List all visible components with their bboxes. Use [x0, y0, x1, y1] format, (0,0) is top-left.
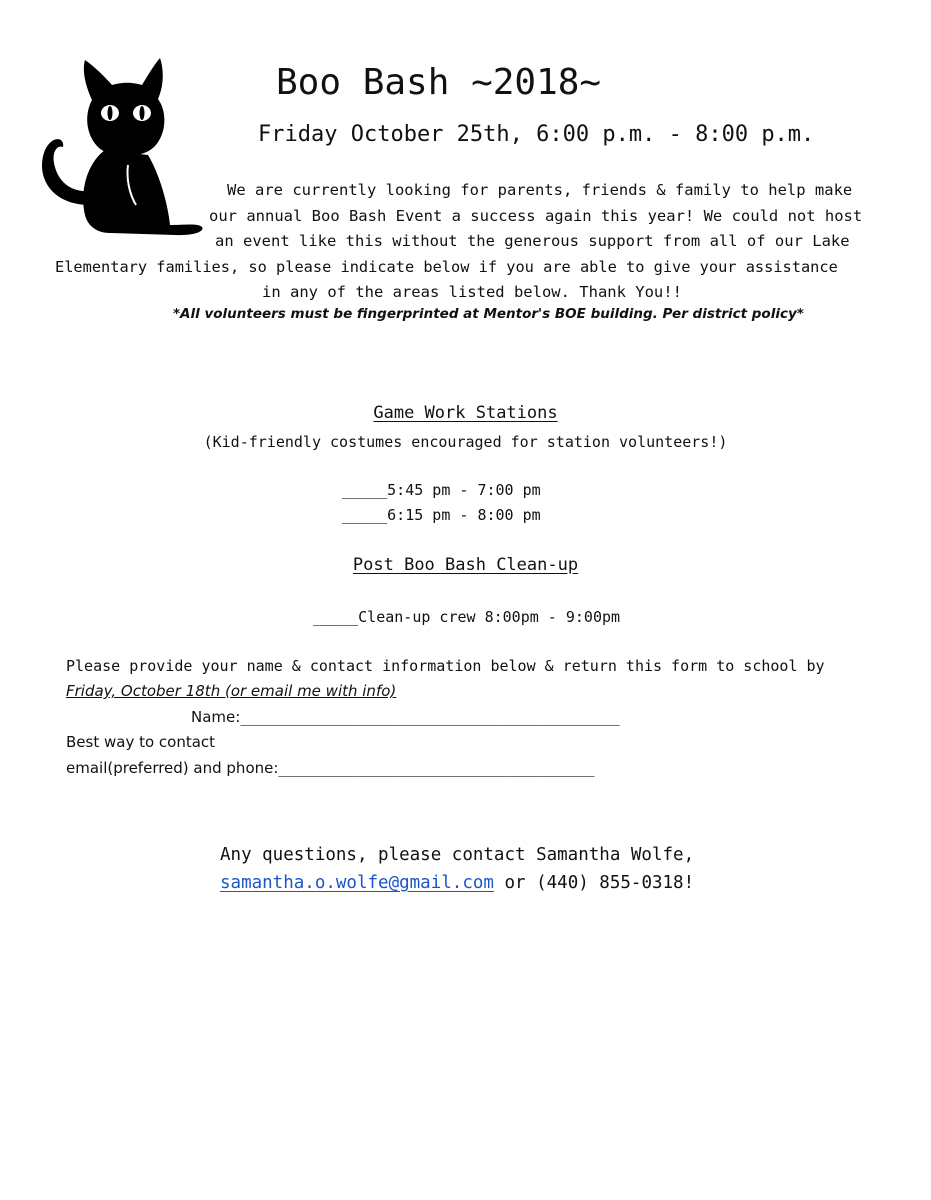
policy-note: *All volunteers must be fingerprinted at Mentor's BOE building. Per district policy* [173, 306, 804, 322]
black-cat-icon [30, 55, 210, 240]
cleanup-section [0, 555, 931, 575]
contact-field[interactable] [66, 759, 595, 777]
cleanup-heading: Post Boo Bash Clean-up [352, 555, 579, 575]
name-field[interactable] [191, 708, 620, 726]
slot-time: 6:15 pm - 8:00 pm [387, 506, 541, 524]
slot-blank[interactable]: _____ [342, 481, 388, 499]
name-blank[interactable]: __________________________________________ [240, 708, 620, 726]
contact-label-line: Best way to contact [66, 733, 216, 751]
contact-line: Any questions, please contact Samantha Wolfe, [220, 845, 695, 865]
form-instructions: Please provide your name & contact information below & return this form to school by [66, 657, 825, 675]
cleanup-slot[interactable] [313, 608, 620, 626]
slot-blank[interactable]: _____ [342, 506, 388, 524]
slot-time: 5:45 pm - 7:00 pm [387, 481, 541, 499]
page-title: Boo Bash ~2018~ [276, 62, 602, 103]
form-deadline: Friday, October 18th (or email me with info) [66, 682, 397, 700]
contact-label: email(preferred) and phone: [66, 759, 279, 777]
event-date: Friday October 25th, 6:00 p.m. - 8:00 p.m. [258, 122, 815, 147]
game-stations-heading: Game Work Stations [373, 403, 558, 423]
contact-details [220, 873, 694, 893]
intro-line: We are currently looking for parents, friends & family to help make [227, 181, 853, 199]
intro-line: an event like this without the generous support from all of our Lake [215, 232, 850, 250]
volunteer-slot[interactable] [342, 506, 541, 524]
slot-label: Clean-up crew 8:00pm - 9:00pm [358, 608, 621, 626]
contact-blank[interactable]: ___________________________________ [278, 759, 595, 777]
volunteer-slot[interactable] [342, 481, 541, 499]
phone-text: or (440) 855-0318! [493, 873, 695, 893]
costume-note: (Kid-friendly costumes encouraged for station volunteers!) [203, 433, 728, 451]
intro-line: in any of the areas listed below. Thank You!! [262, 283, 682, 301]
game-stations-section [0, 403, 931, 423]
email-link[interactable]: samantha.o.wolfe@gmail.com [220, 873, 494, 893]
name-label: Name: [191, 708, 241, 726]
intro-line: Elementary families, so please indicate below if you are able to give your assistance [55, 258, 838, 276]
slot-blank[interactable]: _____ [313, 608, 359, 626]
intro-line: our annual Boo Bash Event a success again this year! We could not host [209, 207, 863, 225]
